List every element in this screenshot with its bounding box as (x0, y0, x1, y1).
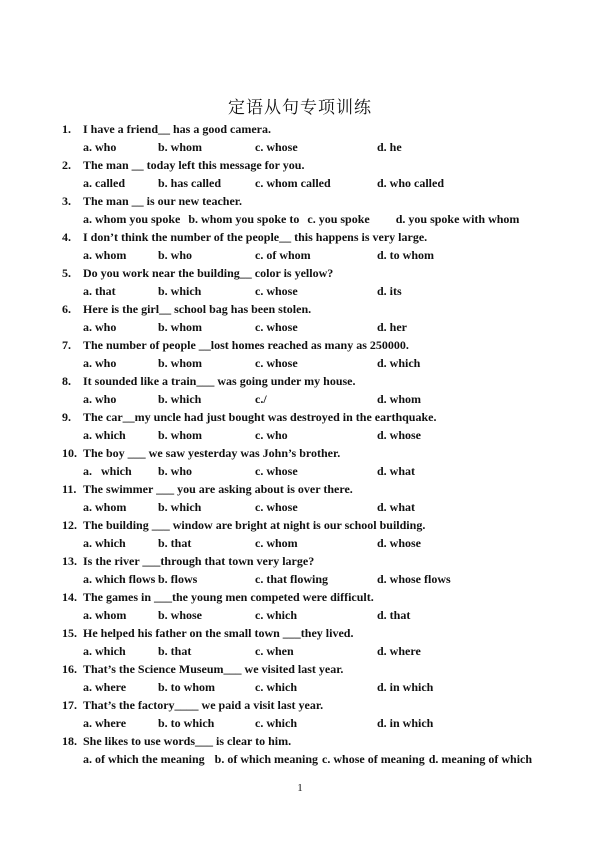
question-number: 8. (62, 374, 71, 388)
question-number: 18. (62, 734, 77, 748)
options-row (83, 246, 552, 264)
question-15 (62, 624, 552, 660)
question-7 (62, 336, 552, 372)
option-c: c. which (255, 680, 297, 694)
question-stem (62, 372, 552, 390)
options-row (83, 318, 552, 336)
option-b: b. whose (158, 608, 203, 622)
option-b: b. to which (158, 716, 215, 730)
option-b: b. whom (158, 356, 203, 370)
question-17 (62, 696, 552, 732)
option-d: d. whose (377, 428, 422, 442)
question-text: Do you work near the building__ color is yellow? (83, 266, 334, 280)
option-c: c. which (255, 716, 297, 730)
question-text: The boy ___ we saw yesterday was John’s brother. (83, 446, 341, 460)
question-number: 7. (62, 338, 71, 352)
option-d: d. its (377, 284, 402, 298)
option-c: c. whose (255, 284, 298, 298)
options-row (83, 138, 552, 156)
option-a: a. who (83, 392, 117, 406)
option-d: d. whose (377, 536, 422, 550)
option-c: c. whose (255, 140, 298, 154)
question-text: The building ___ window are bright at night is our school building. (83, 518, 426, 532)
question-text: She likes to use words___ is clear to him. (83, 734, 292, 748)
question-text: Is the river ___through that town very large? (83, 554, 315, 568)
question-number: 5. (62, 266, 71, 280)
question-16 (62, 660, 552, 696)
question-number: 11. (62, 482, 77, 496)
option-b: b. that (158, 536, 192, 550)
question-number: 14. (62, 590, 77, 604)
question-stem (62, 696, 552, 714)
option-a: a. who (83, 356, 117, 370)
option-c: c. whom called (255, 176, 331, 190)
option-b: b. whom (158, 140, 203, 154)
question-stem (62, 480, 552, 498)
option-c: c. that flowing (255, 572, 328, 586)
question-number: 2. (62, 158, 71, 172)
options-row (83, 210, 552, 228)
option-c: c. who (255, 428, 288, 442)
option-d: d. where (377, 644, 421, 658)
option-b: b. whom (158, 428, 203, 442)
option-b: b. flows (158, 572, 198, 586)
options-row (83, 534, 552, 552)
question-stem (62, 156, 552, 174)
question-8 (62, 372, 552, 408)
option-a: a. where (83, 680, 127, 694)
options-row (83, 462, 552, 480)
option-c: c. whose of meaning (322, 752, 425, 766)
question-number: 4. (62, 230, 71, 244)
option-c: c. when (255, 644, 294, 658)
question-text: Here is the girl__ school bag has been stolen. (83, 302, 312, 316)
options-row (83, 390, 552, 408)
option-c: c. whose (255, 356, 298, 370)
option-a: a. of which the meaning (83, 752, 205, 766)
option-c: c. of whom (255, 248, 311, 262)
question-number: 10. (62, 446, 77, 460)
option-b: b. whom you spoke to (188, 212, 300, 226)
option-d: d. that (377, 608, 411, 622)
option-a: a. which (83, 644, 126, 658)
question-10 (62, 444, 552, 480)
option-c: c./ (255, 392, 267, 406)
option-d: d. what (377, 464, 416, 478)
question-text: The number of people __lost homes reached as many as 250000. (83, 338, 409, 352)
option-a: a. that (83, 284, 116, 298)
question-text: That’s the Science Museum___ we visited last year. (83, 662, 344, 676)
question-text: The swimmer ___ you are asking about is over there. (83, 482, 353, 496)
option-a: a. who (83, 140, 117, 154)
option-c: c. whose (255, 320, 298, 334)
option-c: c. whose (255, 500, 298, 514)
option-b: b. whom (158, 320, 203, 334)
option-c: c. which (255, 608, 297, 622)
question-stem (62, 336, 552, 354)
option-d: d. meaning of which (428, 752, 533, 766)
option-a: a. called (83, 176, 125, 190)
question-number: 15. (62, 626, 77, 640)
option-b: b. which (158, 284, 202, 298)
question-number: 6. (62, 302, 71, 316)
option-a: a. which (83, 464, 132, 478)
question-4 (62, 228, 552, 264)
option-d: d. what (377, 500, 416, 514)
question-text: I don’t think the number of the people__ this happens is very large. (83, 230, 428, 244)
option-a: a. which (83, 428, 126, 442)
option-d: d. whom (377, 392, 422, 406)
option-a: a. which (83, 536, 126, 550)
question-3 (62, 192, 552, 228)
question-stem (62, 264, 552, 282)
question-number: 12. (62, 518, 77, 532)
option-b: b. which (158, 392, 202, 406)
question-text: The car__my uncle had just bought was destroyed in the earthquake. (83, 410, 437, 424)
question-number: 1. (62, 122, 71, 136)
question-6 (62, 300, 552, 336)
question-2 (62, 156, 552, 192)
option-d: d. he (377, 140, 402, 154)
option-b: b. which (158, 500, 202, 514)
question-stem (62, 552, 552, 570)
question-text: The games in ___the young men competed were difficult. (83, 590, 374, 604)
option-a: a. whom (83, 248, 127, 262)
page-number: 1 (297, 782, 303, 794)
options-row (83, 354, 552, 372)
option-d: d. who called (377, 176, 445, 190)
options-row (83, 498, 552, 516)
page-title: 定语从句专项训练 (228, 98, 372, 117)
question-text: He helped his father on the small town ___they lived. (83, 626, 354, 640)
question-stem (62, 228, 552, 246)
question-stem (62, 408, 552, 426)
question-text: I have a friend__ has a good camera. (83, 122, 271, 136)
question-stem (62, 660, 552, 678)
option-a: a. whom (83, 608, 127, 622)
option-b: b. has called (158, 176, 222, 190)
question-11 (62, 480, 552, 516)
question-number: 16. (62, 662, 77, 676)
option-d: d. her (377, 320, 407, 334)
option-a: a. whom (83, 500, 127, 514)
option-d: d. in which (377, 680, 434, 694)
option-d: d. you spoke with whom (395, 212, 520, 226)
question-12 (62, 516, 552, 552)
options-row (83, 714, 552, 732)
question-14 (62, 588, 552, 624)
options-row (83, 750, 552, 768)
options-row (83, 570, 552, 588)
question-stem (62, 192, 552, 210)
options-row (83, 282, 552, 300)
question-stem (62, 444, 552, 462)
question-1 (62, 120, 552, 156)
options-row (83, 606, 552, 624)
option-b: b. who (158, 464, 193, 478)
options-row (83, 678, 552, 696)
question-number: 9. (62, 410, 71, 424)
option-b: b. that (158, 644, 192, 658)
question-stem (62, 624, 552, 642)
option-a: a. where (83, 716, 127, 730)
question-13 (62, 552, 552, 588)
question-number: 3. (62, 194, 71, 208)
option-d: d. in which (377, 716, 434, 730)
question-number: 17. (62, 698, 77, 712)
option-a: a. which flows (83, 572, 156, 586)
option-a: a. who (83, 320, 117, 334)
question-stem (62, 732, 552, 750)
option-b: b. who (158, 248, 193, 262)
question-5 (62, 264, 552, 300)
option-c: c. you spoke (307, 212, 370, 226)
question-stem (62, 588, 552, 606)
question-list (62, 120, 552, 768)
option-d: d. which (377, 356, 421, 370)
question-text: That’s the factory____ we paid a visit last year. (83, 698, 324, 712)
option-d: d. whose flows (377, 572, 451, 586)
question-number: 13. (62, 554, 77, 568)
question-stem (62, 516, 552, 534)
options-row (83, 426, 552, 444)
question-text: It sounded like a train___ was going under my house. (83, 374, 356, 388)
option-b: b. to whom (158, 680, 216, 694)
option-b: b. of which meaning (214, 752, 319, 766)
option-c: c. whom (255, 536, 298, 550)
options-row (83, 174, 552, 192)
question-18 (62, 732, 552, 768)
option-d: d. to whom (377, 248, 435, 262)
question-text: The man __ today left this message for you. (83, 158, 305, 172)
options-row (83, 642, 552, 660)
question-9 (62, 408, 552, 444)
option-a: a. whom you spoke (83, 212, 181, 226)
option-c: c. whose (255, 464, 298, 478)
question-text: The man __ is our new teacher. (83, 194, 242, 208)
question-stem (62, 300, 552, 318)
question-stem (62, 120, 552, 138)
